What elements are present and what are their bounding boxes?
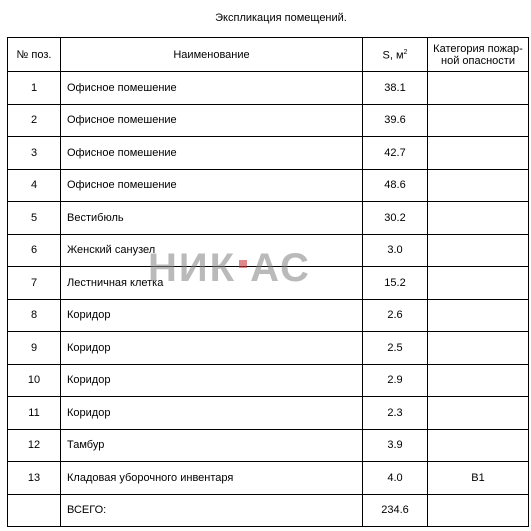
cell-area: 3.0 <box>363 234 428 267</box>
header-category: Категория пожар-ной опасности <box>428 38 529 72</box>
header-area-sup: 2 <box>403 49 408 57</box>
cell-name: Офисное помешение <box>61 72 363 105</box>
table-row <box>8 104 529 137</box>
table-row <box>8 332 529 365</box>
watermark-mark <box>239 260 247 268</box>
cell-empty <box>8 494 61 527</box>
cell-category <box>428 137 529 170</box>
cell-category <box>428 332 529 365</box>
document-title: Экспликация помещений. <box>215 12 347 24</box>
cell-name: Офисное помешение <box>61 104 363 137</box>
cell-num: 5 <box>8 202 61 235</box>
cell-name: Офисное помешение <box>61 137 363 170</box>
cell-num: 12 <box>8 429 61 462</box>
cell-area: 30.2 <box>363 202 428 235</box>
total-area: 234.6 <box>363 494 428 527</box>
table-row <box>8 137 529 170</box>
cell-num: 1 <box>8 72 61 105</box>
cell-name: Тамбур <box>61 429 363 462</box>
cell-name: Коридор <box>61 397 363 430</box>
cell-area: 2.5 <box>363 332 428 365</box>
cell-category <box>428 169 529 202</box>
cell-area: 2.9 <box>363 364 428 397</box>
cell-category <box>428 72 529 105</box>
cell-num: 2 <box>8 104 61 137</box>
table-row <box>8 202 529 235</box>
table-row <box>8 462 529 495</box>
cell-category <box>428 429 529 462</box>
cell-area: 4.0 <box>363 462 428 495</box>
cell-name: Коридор <box>61 364 363 397</box>
cell-empty <box>428 494 529 527</box>
watermark-logo <box>148 246 311 291</box>
cell-num: 8 <box>8 299 61 332</box>
watermark-left: НИК <box>148 246 237 290</box>
cell-name: Кладовая уборочного инвентаря <box>61 462 363 495</box>
cell-category: В1 <box>428 462 529 495</box>
header-num: № поз. <box>8 38 61 72</box>
cell-name: Женский санузел <box>61 234 363 267</box>
cell-num: 4 <box>8 169 61 202</box>
cell-name: Офисное помешение <box>61 169 363 202</box>
cell-num: 13 <box>8 462 61 495</box>
header-name: Наименование <box>61 38 363 72</box>
cell-category <box>428 104 529 137</box>
table-header-row <box>8 38 529 72</box>
total-label: ВСЕГО: <box>61 494 363 527</box>
table-row <box>8 169 529 202</box>
cell-category <box>428 364 529 397</box>
cell-area: 42.7 <box>363 137 428 170</box>
cell-num: 11 <box>8 397 61 430</box>
cell-name: Коридор <box>61 299 363 332</box>
watermark-right: АС <box>250 246 311 290</box>
cell-name: Коридор <box>61 332 363 365</box>
cell-name: Лестничная клетка <box>61 267 363 300</box>
table-row <box>8 397 529 430</box>
cell-category <box>428 234 529 267</box>
cell-area: 38.1 <box>363 72 428 105</box>
cell-num: 10 <box>8 364 61 397</box>
cell-name: Вестибюль <box>61 202 363 235</box>
cell-num: 6 <box>8 234 61 267</box>
table-row <box>8 72 529 105</box>
cell-area: 48.6 <box>363 169 428 202</box>
table-row <box>8 364 529 397</box>
total-row <box>8 494 529 527</box>
cell-category <box>428 202 529 235</box>
header-area <box>363 38 428 72</box>
cell-area: 15.2 <box>363 267 428 300</box>
cell-category <box>428 299 529 332</box>
cell-area: 2.6 <box>363 299 428 332</box>
cell-area: 3.9 <box>363 429 428 462</box>
table-row <box>8 429 529 462</box>
cell-num: 9 <box>8 332 61 365</box>
cell-area: 39.6 <box>363 104 428 137</box>
header-area-label: S, м <box>382 49 404 62</box>
cell-num: 7 <box>8 267 61 300</box>
table-row <box>8 299 529 332</box>
cell-category <box>428 267 529 300</box>
cell-area: 2.3 <box>363 397 428 430</box>
cell-num: 3 <box>8 137 61 170</box>
cell-category <box>428 397 529 430</box>
